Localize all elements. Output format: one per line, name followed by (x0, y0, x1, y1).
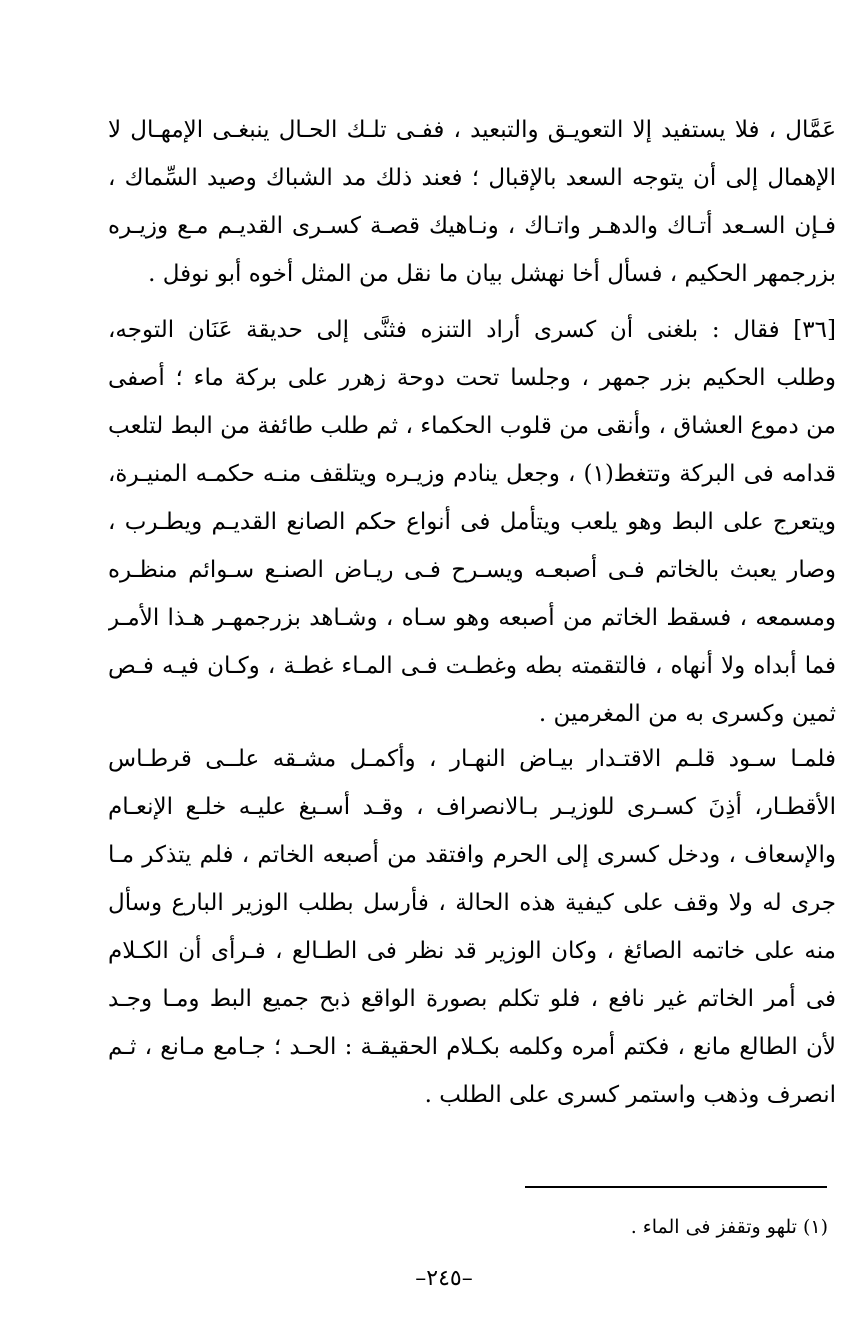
text-line: منه على خاتمه الصائغ ، وكان الوزير قد نظر فى الطـالع ، فـرأى أن الكـلام (108, 938, 836, 964)
text-line: فلمـا سـود قلـم الاقتـدار بيـاض النهـار ، وأكمـل مشـقه علــى قرطـاس (108, 746, 836, 772)
text-line: ومسمعه ، فسقط الخاتم من أصبعه وهو سـاه ، وشـاهد بزرجمهـر هـذا الأمـر (108, 605, 836, 631)
text-line: ويتعرج على البط وهو يلعب ويتأمل فى أنواع حكم الصانع القديـم ويطـرب ، (108, 509, 836, 535)
footnote-divider (525, 1186, 827, 1188)
text-line: وصار يعبث بالخاتم فـى أصبعـه ويسـرح فـى ريـاض الصنـع سـوائم منظـره (108, 557, 836, 583)
text-line: الأقطـار، أذِنَ كسـرى للوزيـر بـالانصراف ، وقـد أسـبغ عليـه خلـع الإنعـام (108, 794, 836, 820)
text-line: انصرف وذهب واستمر كسرى على الطلب . (424, 1082, 836, 1108)
text-line: بزرجمهر الحكيم ، فسأل أخا نهشل بيان ما نقل من المثل أخوه أبو نوفل . (148, 261, 836, 287)
paragraph-2 (108, 306, 836, 738)
text-line: فـإن السـعد أتـاك والدهـر واتـاك ، ونـاهيك قصـة كسـرى القديـم مـع وزيـره (108, 213, 836, 239)
text-line: فى أمر الخاتم غير نافع ، فلو تكلم بصورة الواقع ذبح جميع البط ومـا وجـد (108, 986, 836, 1012)
paragraph-3 (108, 735, 836, 1119)
text-line: وطلب الحكيم بزر جمهر ، وجلسا تحت دوحة زهرر على بركة ماء ؛ أصفى (108, 365, 836, 391)
text-line: الإهمال إلى أن يتوجه السعد بالإقبال ؛ فعند ذلك مد الشباك وصيد السِّماك ، (108, 165, 836, 191)
text-line: عَمَّال ، فلا يستفيد إلا التعويـق والتبعيد ، ففـى تلـك الحـال ينبغـى الإمهـال لا (108, 117, 836, 143)
text-line: قدامه فى البركة وتتغط(١) ، وجعل ينادم وزيـره ويتلقف منـه حكمـه المنيـرة، (108, 461, 836, 487)
text-line: من دموع العشاق ، وأنقى من قلوب الحكماء ، ثم طلب طائفة من البط لتلعب (108, 413, 836, 439)
text-line: والإسعاف ، ودخل كسرى إلى الحرم وافتقد من أصبعه الخاتم ، فلم يتذكر مـا (108, 842, 836, 868)
paragraph-1 (108, 106, 836, 298)
footnote: (١) تلهو وتقفز فى الماء . (630, 1216, 828, 1238)
text-line: [٣٦] فقال : بلغنى أن كسرى أراد التنزه فثنَّى إلى حديقة عَنَان التوجه، (108, 317, 836, 343)
text-line: جرى له ولا وقف على كيفية هذه الحالة ، فأرسل بطلب الوزير البارع وسأل (108, 890, 836, 916)
text-line: لأن الطالع مانع ، فكتم أمره وكلمه بكـلام الحقيقـة : الحـد ؛ جـامع مـانع ، ثـم (108, 1034, 836, 1060)
text-line: ثمين وكسرى به من المغرمين . (538, 701, 836, 727)
text-line: فما أبداه ولا أنهاه ، فالتقمته بطه وغطـت فـى المـاء غطـة ، وكـان فيـه فـص (108, 653, 836, 679)
page-number: –٢٤٥– (415, 1266, 473, 1291)
